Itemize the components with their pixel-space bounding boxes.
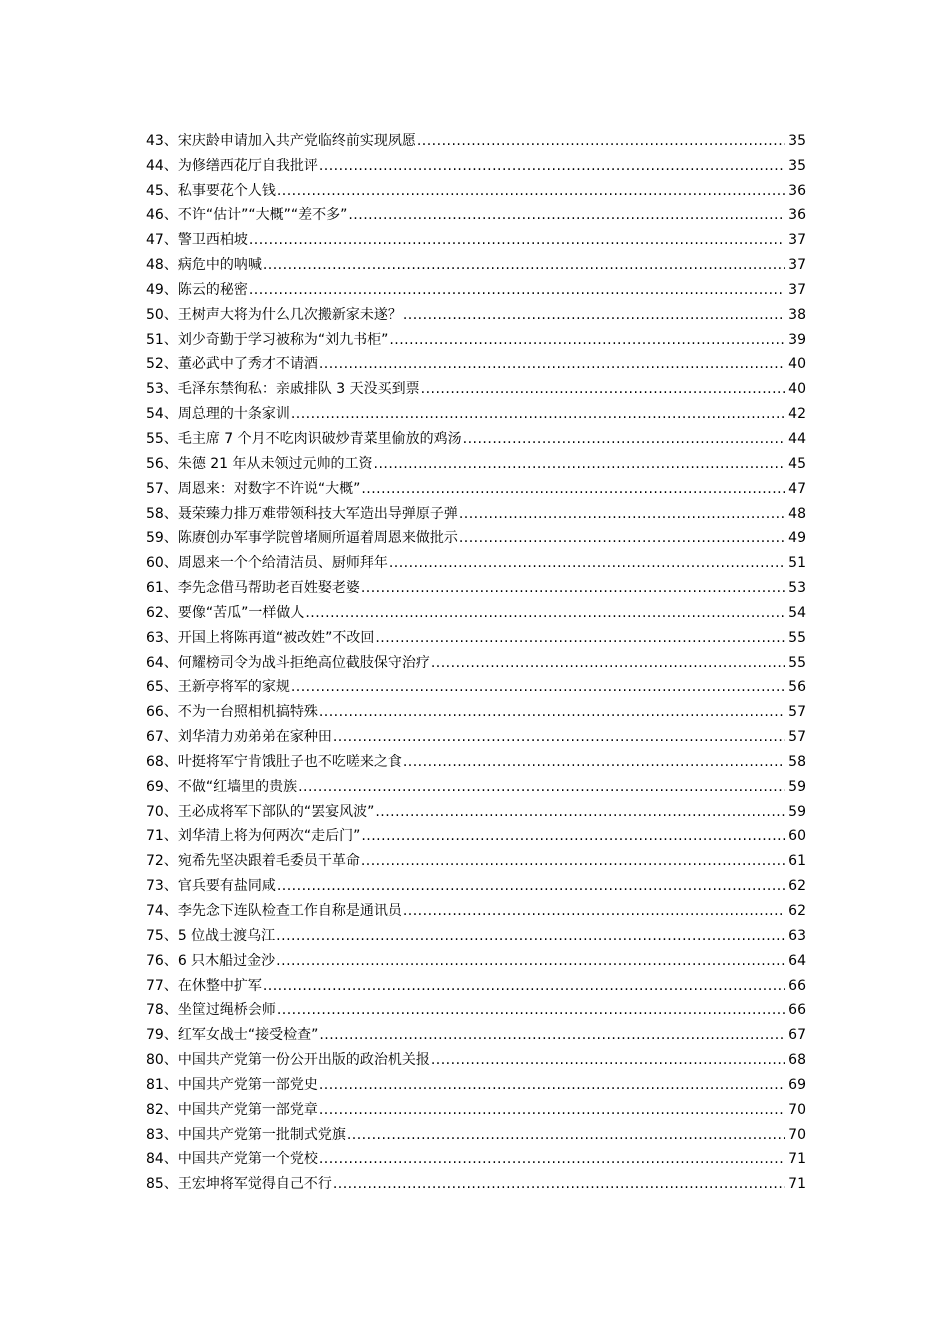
toc-entry[interactable] xyxy=(146,648,806,673)
toc-entry-page-number: 63 xyxy=(788,927,806,944)
toc-entry-page-number: 57 xyxy=(788,729,806,746)
toc-leader-dots xyxy=(333,1174,785,1194)
toc-entry[interactable] xyxy=(146,772,806,797)
toc-leader-dots xyxy=(277,1000,785,1020)
toc-entry[interactable] xyxy=(146,1070,806,1095)
toc-entry[interactable] xyxy=(146,747,806,772)
toc-leader-dots xyxy=(298,777,785,797)
toc-entry[interactable] xyxy=(146,374,806,399)
toc-entry-title: 57、周恩来：对数字不许说“大概” xyxy=(146,480,361,497)
toc-entry-title: 47、警卫西柏坡 xyxy=(146,232,248,249)
toc-entry-page-number: 42 xyxy=(788,406,806,423)
toc-entry[interactable] xyxy=(146,1095,806,1120)
toc-entry-title: 77、在休整中扩军 xyxy=(146,977,262,994)
toc-entry-title: 82、中国共产党第一部党章 xyxy=(146,1101,318,1118)
toc-entry-page-number: 37 xyxy=(788,257,806,274)
toc-entry-title: 68、叶挺将军宁肯饿肚子也不吃嗟来之食 xyxy=(146,753,402,770)
toc-entry[interactable] xyxy=(146,623,806,648)
toc-entry-page-number: 45 xyxy=(788,455,806,472)
toc-entry[interactable] xyxy=(146,822,806,847)
toc-entry-title: 85、王宏坤将军觉得自己不行 xyxy=(146,1176,332,1193)
toc-entry-title: 58、聂荣臻力排万难带领科技大军造出导弹原子弹 xyxy=(146,505,458,522)
toc-entry-page-number: 47 xyxy=(788,480,806,497)
toc-entry[interactable] xyxy=(146,797,806,822)
toc-entry-page-number: 71 xyxy=(788,1176,806,1193)
toc-leader-dots xyxy=(403,901,785,921)
toc-entry-title: 78、坐筐过绳桥会师 xyxy=(146,1002,276,1019)
toc-entry-title: 61、李先念借马帮助老百姓娶老婆 xyxy=(146,580,360,597)
toc-entry-page-number: 59 xyxy=(788,778,806,795)
toc-entry-title: 65、王新亭将军的家规 xyxy=(146,679,290,696)
toc-leader-dots xyxy=(403,752,785,772)
toc-entry-page-number: 38 xyxy=(788,306,806,323)
toc-entry-page-number: 53 xyxy=(788,580,806,597)
toc-entry[interactable] xyxy=(146,896,806,921)
toc-leader-dots xyxy=(277,181,785,201)
toc-entry[interactable] xyxy=(146,971,806,996)
toc-entry-title: 75、5 位战士渡乌江 xyxy=(146,927,276,944)
toc-entry-page-number: 48 xyxy=(788,505,806,522)
toc-entry[interactable] xyxy=(146,697,806,722)
toc-leader-dots xyxy=(348,205,785,225)
toc-entry-title: 50、王树声大将为什么几次搬新家未遂？ xyxy=(146,306,402,323)
toc-leader-dots xyxy=(459,528,785,548)
toc-entry-title: 60、周恩来一个个给清洁员、厨师拜年 xyxy=(146,555,388,572)
toc-leader-dots xyxy=(319,156,785,176)
toc-entry-title: 63、开国上将陈再道“被改姓”不改回 xyxy=(146,629,375,646)
toc-leader-dots xyxy=(375,802,785,822)
toc-entry-page-number: 59 xyxy=(788,803,806,820)
toc-entry-title: 84、中国共产党第一个党校 xyxy=(146,1151,318,1168)
toc-entry[interactable] xyxy=(146,871,806,896)
toc-entry-page-number: 70 xyxy=(788,1126,806,1143)
toc-entry-page-number: 49 xyxy=(788,530,806,547)
toc-entry[interactable] xyxy=(146,126,806,151)
toc-leader-dots xyxy=(319,1025,785,1045)
toc-entry-title: 76、6 只木船过金沙 xyxy=(146,952,276,969)
toc-leader-dots xyxy=(319,354,785,374)
toc-entry-title: 52、董必武中了秀才不请酒 xyxy=(146,356,318,373)
toc-entry-page-number: 60 xyxy=(788,828,806,845)
toc-entry-title: 46、不许“估计”“大概”“差不多” xyxy=(146,207,348,224)
toc-entry-page-number: 35 xyxy=(788,132,806,149)
toc-entry[interactable] xyxy=(146,225,806,250)
toc-leader-dots xyxy=(305,603,785,623)
toc-entry-title: 69、不做“红墙里的贵族 xyxy=(146,778,298,795)
toc-entry[interactable] xyxy=(146,722,806,747)
toc-entry-title: 54、周总理的十条家训 xyxy=(146,406,290,423)
toc-entry[interactable] xyxy=(146,499,806,524)
toc-entry[interactable] xyxy=(146,325,806,350)
toc-entry[interactable] xyxy=(146,1169,806,1194)
toc-leader-dots xyxy=(389,553,785,573)
toc-entry-page-number: 40 xyxy=(788,381,806,398)
toc-entry-page-number: 69 xyxy=(788,1076,806,1093)
toc-leader-dots xyxy=(249,230,785,250)
toc-entry-page-number: 35 xyxy=(788,157,806,174)
toc-leader-dots xyxy=(459,504,785,524)
toc-entry-title: 80、中国共产党第一份公开出版的政治机关报 xyxy=(146,1052,430,1069)
toc-entry-page-number: 66 xyxy=(788,977,806,994)
toc-entry-title: 55、毛主席 7 个月不吃肉识破炒青菜里偷放的鸡汤 xyxy=(146,430,462,447)
toc-entry[interactable] xyxy=(146,996,806,1021)
toc-leader-dots xyxy=(431,1050,785,1070)
toc-entry[interactable] xyxy=(146,201,806,226)
toc-leader-dots xyxy=(263,976,785,996)
toc-entry[interactable] xyxy=(146,548,806,573)
toc-entry-page-number: 44 xyxy=(788,430,806,447)
toc-entry-title: 79、红军女战士“接受检查” xyxy=(146,1027,319,1044)
toc-leader-dots xyxy=(374,454,785,474)
toc-entry[interactable] xyxy=(146,424,806,449)
toc-leader-dots xyxy=(389,330,785,350)
toc-entry-title: 59、陈赓创办军事学院曾堵厕所逼着周恩来做批示 xyxy=(146,530,458,547)
toc-entry-page-number: 37 xyxy=(788,232,806,249)
toc-entry-title: 48、病危中的呐喊 xyxy=(146,257,262,274)
toc-entry-title: 71、刘华清上将为何两次“走后门” xyxy=(146,828,361,845)
toc-leader-dots xyxy=(333,727,785,747)
toc-entry[interactable] xyxy=(146,1020,806,1045)
toc-entry-page-number: 54 xyxy=(788,604,806,621)
toc-entry-title: 70、王必成将军下部队的“罢宴风波” xyxy=(146,803,375,820)
toc-entry-title: 44、为修缮西花厅自我批评 xyxy=(146,157,318,174)
toc-entry-page-number: 71 xyxy=(788,1151,806,1168)
toc-entry-page-number: 62 xyxy=(788,878,806,895)
toc-leader-dots xyxy=(319,1149,785,1169)
toc-leader-dots xyxy=(319,702,785,722)
toc-entry[interactable] xyxy=(146,921,806,946)
toc-entry-title: 72、宛希先坚决跟着毛委员干革命 xyxy=(146,853,360,870)
toc-entry[interactable] xyxy=(146,449,806,474)
toc-leader-dots xyxy=(249,280,785,300)
toc-leader-dots xyxy=(347,1125,785,1145)
toc-entry-title: 81、中国共产党第一部党史 xyxy=(146,1076,318,1093)
toc-leader-dots xyxy=(421,379,785,399)
toc-entry-title: 49、陈云的秘密 xyxy=(146,281,248,298)
toc-leader-dots xyxy=(291,404,785,424)
toc-leader-dots xyxy=(319,1075,785,1095)
toc-entry-title: 43、宋庆龄申请加入共产党临终前实现夙愿 xyxy=(146,132,416,149)
toc-leader-dots xyxy=(417,131,785,151)
toc-entry-title: 74、李先念下连队检查工作自称是通讯员 xyxy=(146,903,402,919)
toc-entry-title: 62、要像“苦瓜”一样做人 xyxy=(146,604,305,621)
toc-leader-dots xyxy=(463,429,785,449)
toc-leader-dots xyxy=(403,305,785,325)
toc-entry-title: 64、何耀榜司令为战斗拒绝高位截肢保守治疗 xyxy=(146,654,430,671)
toc-entry-page-number: 56 xyxy=(788,679,806,696)
toc-entry[interactable] xyxy=(146,151,806,176)
toc-entry[interactable] xyxy=(146,524,806,549)
toc-entry-page-number: 68 xyxy=(788,1052,806,1069)
toc-leader-dots xyxy=(263,255,785,275)
toc-leader-dots xyxy=(361,851,785,871)
toc-entry[interactable] xyxy=(146,1145,806,1170)
toc-entry[interactable] xyxy=(146,598,806,623)
toc-entry-page-number: 64 xyxy=(788,952,806,969)
toc-entry-title: 53、毛泽东禁徇私：亲戚排队 3 天没买到票 xyxy=(146,381,420,398)
toc-entry-title: 67、刘华清力劝弟弟在家种田 xyxy=(146,729,332,746)
toc-entry-title: 56、朱德 21 年从未领过元帅的工资 xyxy=(146,455,373,472)
toc-leader-dots xyxy=(276,926,785,946)
toc-entry[interactable] xyxy=(146,350,806,375)
toc-entry-page-number: 61 xyxy=(788,853,806,870)
toc-entry-title: 66、不为一台照相机搞特殊 xyxy=(146,704,318,721)
toc-entry-title: 83、中国共产党第一批制式党旗 xyxy=(146,1126,346,1143)
toc-entry-page-number: 40 xyxy=(788,356,806,373)
toc-leader-dots xyxy=(361,578,785,598)
toc-leader-dots xyxy=(319,1100,785,1120)
toc-entry[interactable] xyxy=(146,946,806,971)
toc-entry[interactable] xyxy=(146,399,806,424)
toc-leader-dots xyxy=(361,479,785,499)
toc-entry-page-number: 36 xyxy=(788,182,806,199)
toc-entry-page-number: 58 xyxy=(788,753,806,770)
toc-entry[interactable] xyxy=(146,300,806,325)
toc-entry[interactable] xyxy=(146,573,806,598)
toc-entry[interactable] xyxy=(146,275,806,300)
toc-leader-dots xyxy=(276,951,785,971)
toc-entry-title: 51、刘少奇勤于学习被称为“刘九书柜” xyxy=(146,331,389,348)
toc-entry[interactable] xyxy=(146,673,806,698)
table-of-contents xyxy=(146,126,806,1194)
toc-entry-title: 73、官兵要有盐同咸 xyxy=(146,878,276,895)
toc-leader-dots xyxy=(431,653,785,673)
toc-entry-page-number: 66 xyxy=(788,1002,806,1019)
toc-entry-page-number: 67 xyxy=(788,1027,806,1044)
toc-entry-page-number: 62 xyxy=(788,903,806,919)
toc-leader-dots xyxy=(277,876,785,896)
toc-entry-title: 45、私事要花个人钱 xyxy=(146,182,276,199)
toc-entry-page-number: 57 xyxy=(788,704,806,721)
toc-entry[interactable] xyxy=(146,474,806,499)
toc-leader-dots xyxy=(375,628,785,648)
toc-entry[interactable] xyxy=(146,250,806,275)
toc-entry-page-number: 37 xyxy=(788,281,806,298)
toc-entry-page-number: 70 xyxy=(788,1101,806,1118)
toc-entry[interactable] xyxy=(146,1045,806,1070)
toc-entry-page-number: 36 xyxy=(788,207,806,224)
toc-entry[interactable] xyxy=(146,1120,806,1145)
toc-entry-page-number: 51 xyxy=(788,555,806,572)
toc-leader-dots xyxy=(291,677,785,697)
toc-entry[interactable] xyxy=(146,846,806,871)
toc-entry-page-number: 55 xyxy=(788,629,806,646)
toc-leader-dots xyxy=(361,826,785,846)
toc-entry-page-number: 39 xyxy=(788,331,806,348)
toc-entry[interactable] xyxy=(146,176,806,201)
toc-entry-page-number: 55 xyxy=(788,654,806,671)
